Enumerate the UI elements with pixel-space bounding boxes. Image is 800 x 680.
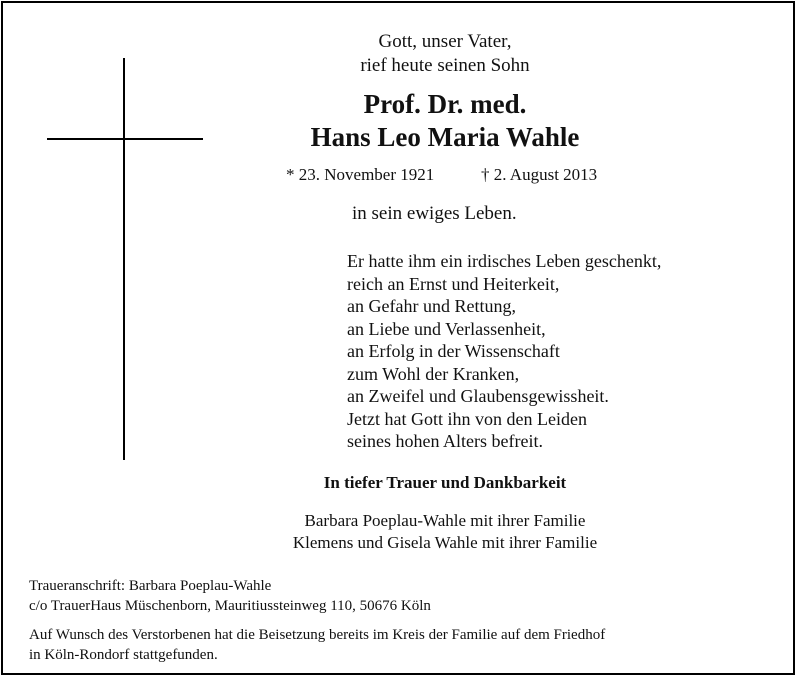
mourner-line: Barbara Poeplau-Wahle mit ihrer Familie xyxy=(304,511,586,530)
cross-horizontal-bar xyxy=(47,138,203,140)
note-line: in Köln-Rondorf stattgefunden. xyxy=(29,647,218,663)
poem-line: an Zweifel und Glaubensgewissheit. xyxy=(347,386,609,406)
poem-line: Jetzt hat Gott ihn von den Leiden xyxy=(347,408,587,429)
eternal-life-line: in sein ewiges Leben. xyxy=(352,203,517,224)
poem-line: Er hatte ihm ein irdisches Leben geschenkt, xyxy=(347,251,662,271)
burial-note xyxy=(29,625,605,665)
poem-line: an Erfolg in der Wissenschaft xyxy=(347,341,560,361)
intro-line: rief heute seinen Sohn xyxy=(360,55,530,76)
intro-line: Gott, unser Vater, xyxy=(378,31,512,52)
mourners-list xyxy=(200,510,690,554)
mourning-heading: In tiefer Trauer und Dankbarkeit xyxy=(323,473,567,492)
poem-line: seines hohen Alters befreit. xyxy=(347,431,543,451)
address-line: c/o TrauerHaus Müschenborn, Mauritiussteinweg 110, 50676 Köln xyxy=(29,598,431,614)
cross-vertical-bar xyxy=(123,58,125,460)
deceased-name xyxy=(200,88,690,154)
poem-line: reich an Ernst und Heiterkeit, xyxy=(347,273,560,294)
name-title: Prof. Dr. med. xyxy=(363,89,527,119)
death-date: † 2. August 2013 xyxy=(481,165,598,184)
mourning-address xyxy=(29,576,431,616)
name-full: Hans Leo Maria Wahle xyxy=(310,122,580,152)
poem xyxy=(347,250,661,453)
birth-date: * 23. November 1921 xyxy=(286,165,435,184)
mourner-line: Klemens und Gisela Wahle mit ihrer Familie xyxy=(292,533,598,552)
address-line: Traueranschrift: Barbara Poeplau-Wahle xyxy=(29,578,272,594)
poem-line: zum Wohl der Kranken, xyxy=(347,363,520,384)
intro-text xyxy=(200,30,690,78)
poem-line: an Gefahr und Rettung, xyxy=(347,296,516,316)
poem-line: an Liebe und Verlassenheit, xyxy=(347,318,546,339)
note-line: Auf Wunsch des Verstorbenen hat die Beisetzung bereits im Kreis der Familie auf dem Friedhof xyxy=(29,627,606,643)
